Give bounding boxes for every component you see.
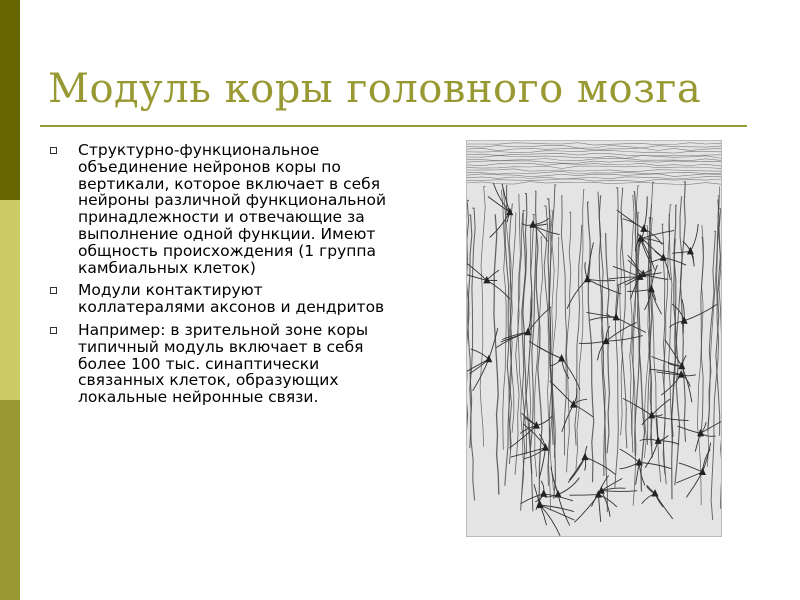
- hollow-square-bullet-icon: [50, 147, 57, 154]
- decor-stripe-mid: [0, 400, 20, 600]
- cortex-neuron-illustration: [466, 140, 722, 537]
- hollow-square-bullet-icon: [50, 327, 57, 334]
- bullet-item: [46, 142, 394, 276]
- bullet-item: [46, 282, 394, 316]
- decor-stripe-dark: [0, 0, 20, 200]
- bullet-text: Модули контактируют коллатералями аксонов и дендритов: [78, 281, 385, 317]
- title-divider: [40, 125, 747, 127]
- bullet-text: Например: в зрительной зоне коры типичный модуль включает в себя более 100 тыс. синаптически связанных клеток, образующих локальные нейронные связи.: [78, 320, 369, 407]
- bullet-list: [46, 142, 394, 412]
- bullet-text: Структурно-функциональное объединение нейронов коры по вертикали, которое включает в себя нейроны различной функциональной принадлежности и отвечающие за выполнение одной функции. Имеют общность происхождения (1 группа камбиальных клеток): [78, 141, 387, 277]
- neuron-drawing: [466, 140, 722, 537]
- decor-stripe-light: [0, 200, 20, 400]
- hollow-square-bullet-icon: [50, 287, 57, 294]
- slide-title: Модуль коры головного мозга: [48, 66, 702, 112]
- bullet-item: [46, 322, 394, 406]
